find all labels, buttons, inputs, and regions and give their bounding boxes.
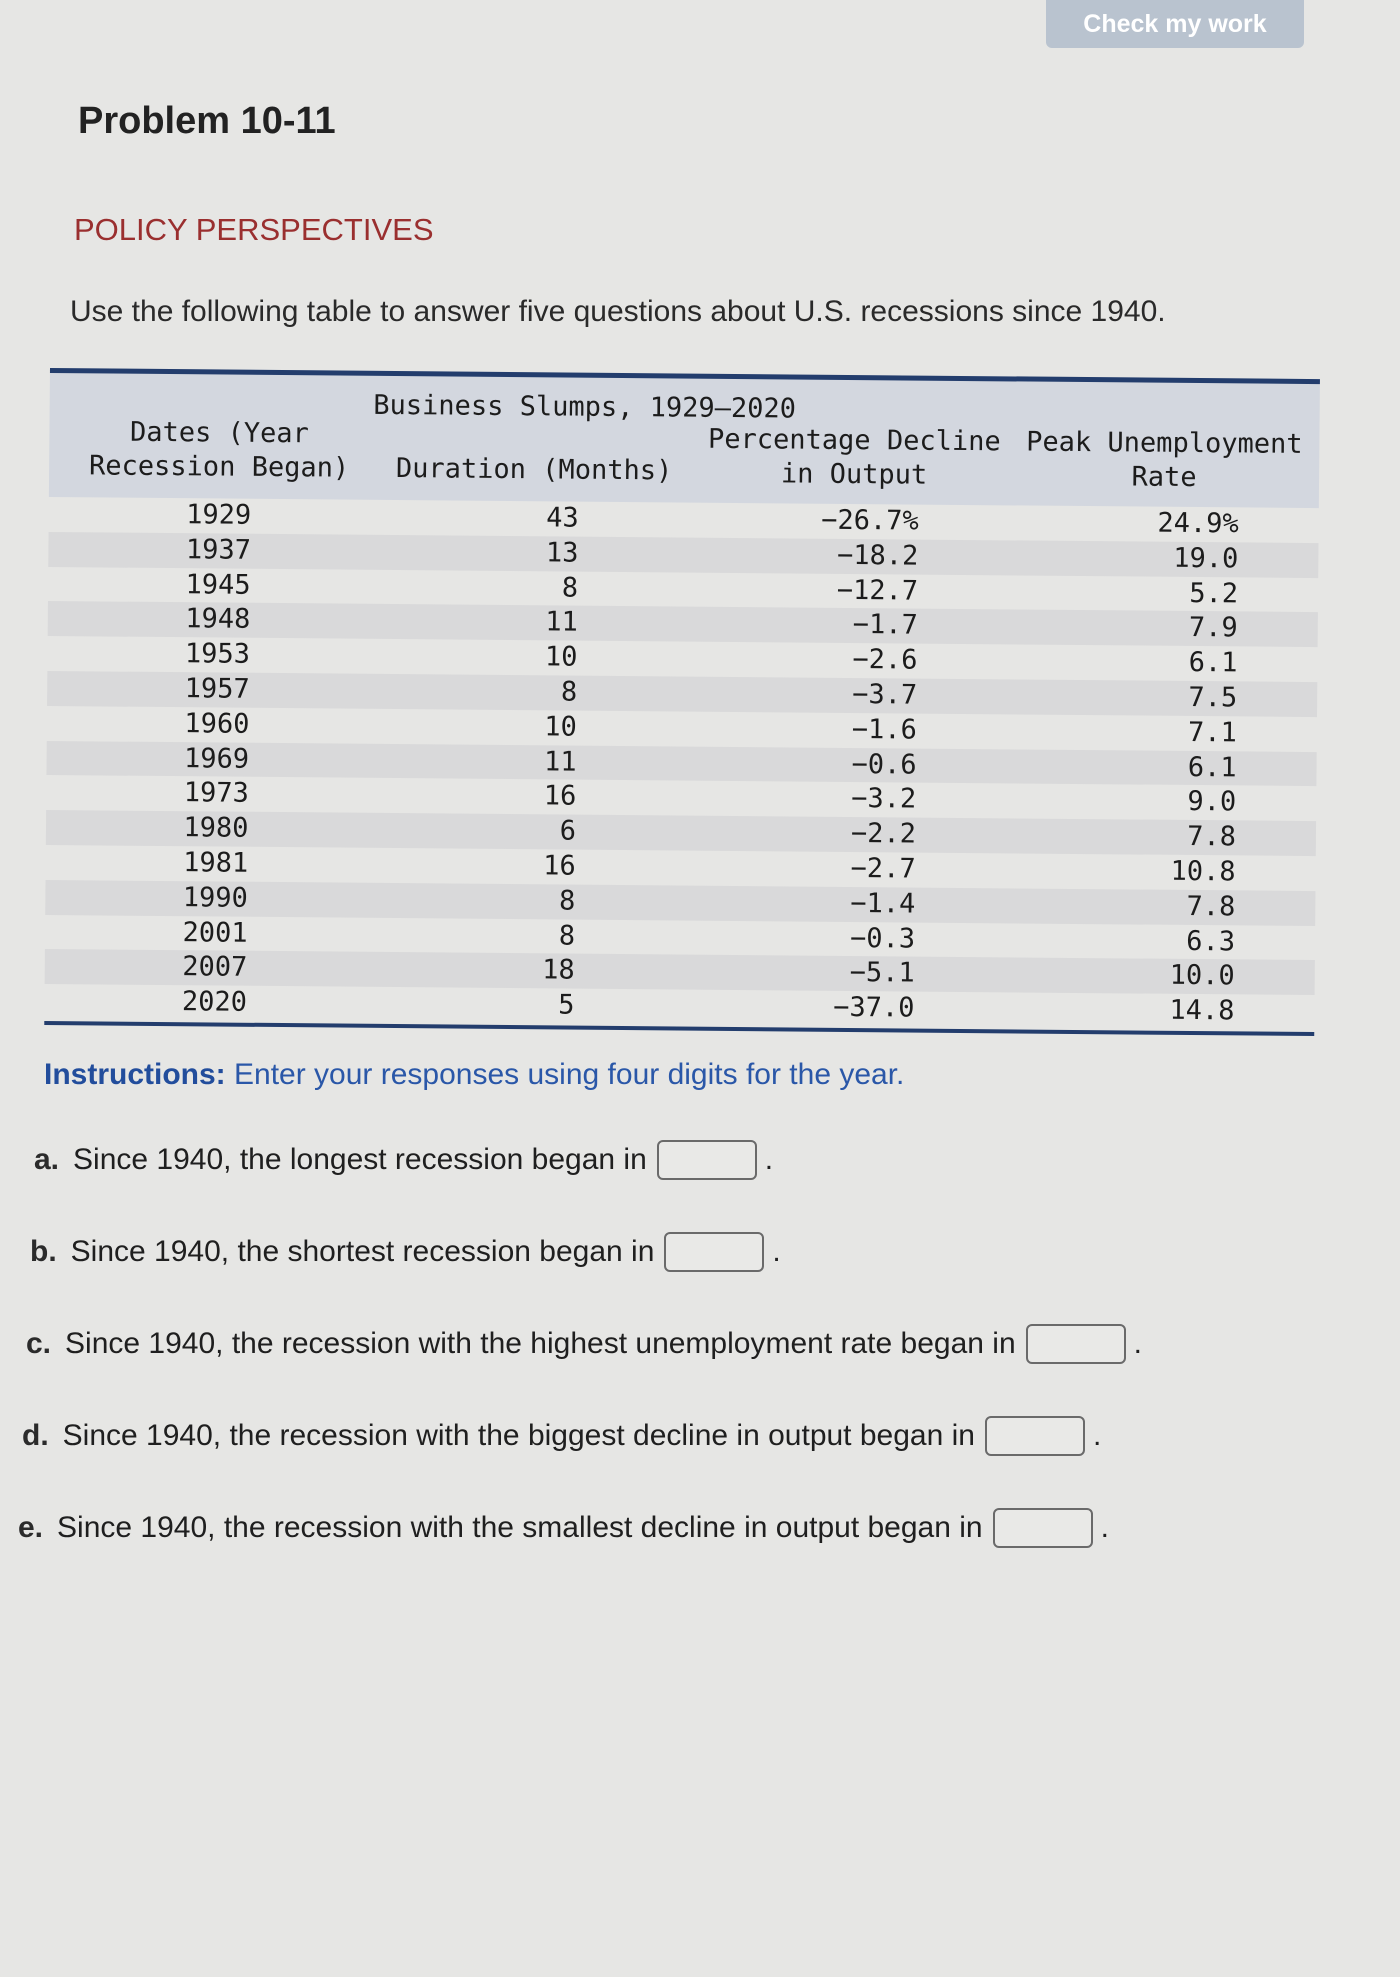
cell-duration: 8 (560, 676, 578, 708)
cell-unemployment: 10.0 (1169, 960, 1235, 992)
header-duration: Duration (Months) (395, 453, 673, 487)
cell-pct-decline: −2.6 (852, 644, 918, 676)
header-dates: Dates (Year Recession Began) (88, 416, 350, 484)
cell-year: 1960 (184, 707, 250, 740)
cell-duration: 11 (543, 745, 577, 778)
question-text: Since 1940, the shortest recession began in (70, 1235, 655, 1268)
cell-year: 1969 (183, 742, 250, 775)
cell-unemployment: 5.2 (1189, 577, 1239, 609)
cell-duration: 10 (544, 711, 578, 743)
cell-pct-decline: −0.6 (851, 748, 917, 781)
cell-unemployment: 6.1 (1187, 751, 1237, 783)
cell-pct-decline: −12.7 (836, 574, 919, 607)
cell-duration: 6 (559, 815, 577, 847)
question-text: Since 1940, the recession with the biggest decline in output began in (62, 1419, 975, 1452)
question-e (18, 1508, 1109, 1548)
cell-pct-decline: −26.7% (821, 504, 919, 537)
cell-pct-decline: −37.0 (833, 992, 915, 1024)
cell-pct-decline: −1.6 (851, 713, 918, 746)
period: . (1092, 1419, 1102, 1452)
intro-text: Use the following table to answer five questions about U.S. recessions since 1940. (70, 295, 1166, 328)
cell-unemployment: 6.3 (1186, 925, 1236, 957)
period: . (1100, 1511, 1109, 1544)
cell-year: 1990 (182, 881, 249, 914)
answer-input-c[interactable] (1026, 1324, 1126, 1364)
cell-duration: 8 (558, 885, 576, 917)
answer-input-e[interactable] (993, 1508, 1093, 1548)
cell-year: 1929 (186, 499, 252, 531)
question-d (22, 1416, 1101, 1456)
cell-unemployment: 7.5 (1188, 681, 1238, 714)
cell-unemployment: 7.9 (1188, 612, 1238, 644)
cell-unemployment: 7.8 (1187, 821, 1237, 853)
cell-duration: 16 (543, 850, 576, 882)
section-heading: POLICY PERSPECTIVES (74, 212, 434, 247)
cell-year: 1953 (184, 638, 251, 670)
cell-unemployment: 6.1 (1188, 647, 1238, 679)
cell-duration: 8 (561, 572, 579, 604)
cell-pct-decline: −18.2 (836, 539, 919, 572)
question-letter: a. (34, 1143, 60, 1176)
answer-input-a[interactable] (657, 1140, 757, 1180)
cell-pct-decline: −0.3 (849, 922, 916, 955)
cell-unemployment: 14.8 (1169, 994, 1235, 1027)
answer-input-b[interactable] (664, 1232, 764, 1272)
cell-pct-decline: −1.7 (852, 609, 918, 641)
cell-unemployment: 9.0 (1187, 786, 1237, 818)
cell-duration: 11 (545, 606, 578, 639)
instructions (44, 1058, 904, 1092)
cell-duration: 13 (545, 537, 579, 569)
header-peak-unemployment: Peak Unemployment Rate (1026, 426, 1303, 494)
problem-title: Problem 10-11 (78, 100, 336, 142)
question-letter: e. (18, 1511, 44, 1544)
cell-year: 1945 (185, 568, 251, 601)
cell-pct-decline: −3.7 (852, 678, 918, 711)
period: . (772, 1235, 781, 1268)
cell-duration: 10 (544, 641, 578, 673)
cell-duration: 18 (542, 954, 575, 986)
cell-pct-decline: −3.2 (851, 783, 917, 815)
cell-unemployment: 7.1 (1187, 716, 1237, 749)
cell-unemployment: 10.8 (1170, 855, 1236, 888)
header-percentage-decline: Percentage Decline in Output (707, 423, 1001, 491)
cell-year: 1937 (185, 533, 252, 566)
cell-unemployment: 24.9% (1157, 507, 1239, 540)
cell-duration: 8 (558, 920, 576, 952)
answer-input-d[interactable] (985, 1416, 1085, 1456)
period: . (1133, 1327, 1142, 1360)
question-letter: d. (22, 1419, 49, 1452)
period: . (764, 1143, 774, 1176)
cell-year: 2007 (182, 951, 248, 984)
cell-year: 1957 (184, 673, 250, 705)
question-text: Since 1940, the longest recession began in (73, 1143, 647, 1176)
cell-year: 1981 (183, 847, 249, 879)
question-c (26, 1324, 1142, 1364)
question-b (30, 1232, 781, 1272)
check-my-work-button[interactable]: Check my work (1046, 0, 1304, 48)
cell-unemployment: 7.8 (1186, 890, 1236, 923)
cell-year: 1980 (183, 812, 249, 844)
instructions-text: Enter your responses using four digits for the year. (234, 1058, 905, 1091)
table-header (49, 368, 1320, 508)
question-letter: c. (26, 1327, 52, 1360)
cell-year: 2020 (181, 986, 248, 1018)
table-body (44, 497, 1319, 1030)
question-text: Since 1940, the recession with the smallest decline in output began in (57, 1511, 983, 1544)
recessions-table (44, 368, 1320, 1036)
cell-unemployment: 19.0 (1173, 542, 1239, 575)
question-letter: b. (30, 1235, 57, 1268)
cell-duration: 16 (543, 780, 577, 812)
question-text: Since 1940, the recession with the highest unemployment rate began in (65, 1327, 1016, 1360)
cell-pct-decline: −1.4 (850, 887, 916, 920)
cell-year: 2001 (182, 916, 248, 949)
cell-duration: 43 (546, 502, 579, 534)
cell-year: 1948 (185, 603, 251, 636)
cell-pct-decline: −2.2 (850, 818, 917, 850)
question-a (34, 1140, 773, 1180)
instructions-label: Instructions: (44, 1058, 226, 1091)
cell-duration: 5 (558, 989, 575, 1021)
cell-year: 1973 (183, 777, 249, 810)
table-caption: Business Slumps, 1929–2020 (373, 389, 797, 425)
cell-pct-decline: −2.7 (850, 852, 916, 885)
cell-pct-decline: −5.1 (849, 957, 915, 989)
